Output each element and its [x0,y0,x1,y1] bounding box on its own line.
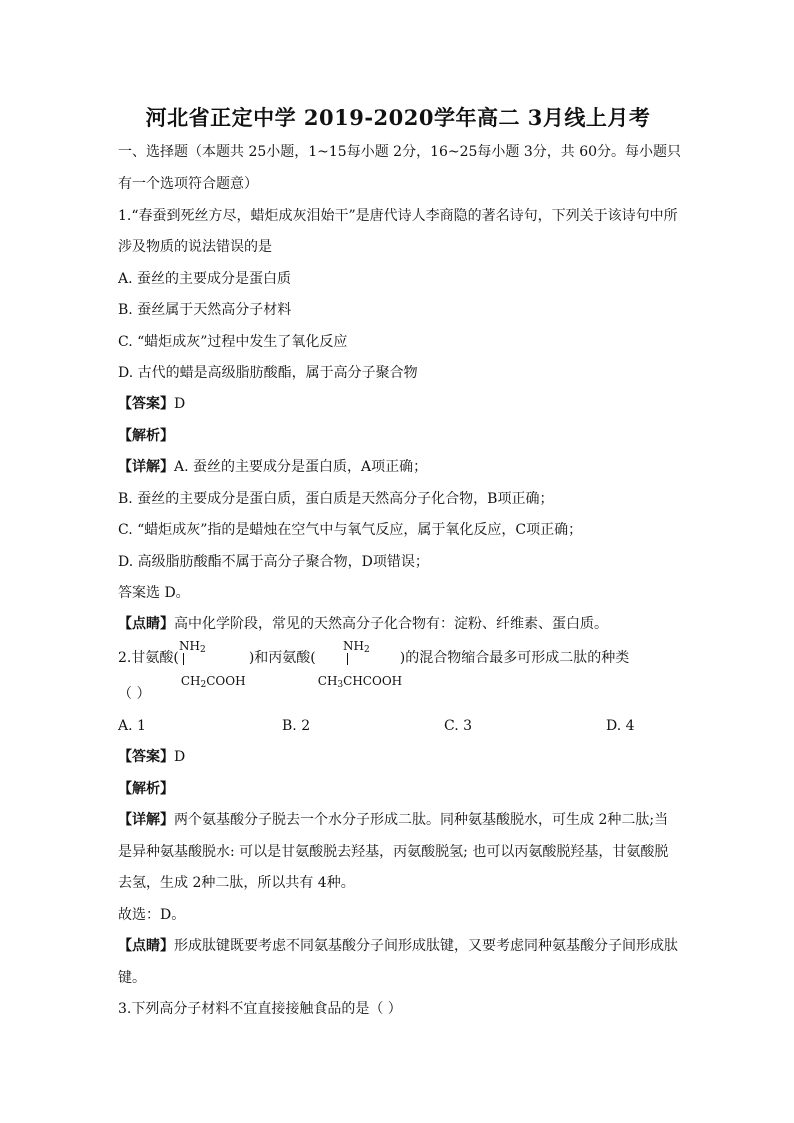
q2-tip-line1 [118,936,678,956]
tip-text: 形成肽键既要考虑不同氨基酸分子间形成肽键，又要考虑同种氨基酸分子间形成肽 [174,938,678,954]
q3-stem: 3.下列高分子材料不宜直接接触食品的是（ ） [118,1001,402,1017]
answer-label: 【答案】 [118,396,174,412]
q2-detail-line1 [118,810,668,830]
q1-conclusion: 答案选 D。 [118,585,190,601]
section-heading-line2: 有一个选项符合题意） [118,176,258,192]
alanine-formula-top: $NH_2$ [343,639,370,655]
detail-label: 【详解】 [118,812,174,828]
answer-value: D [174,396,186,412]
detail-text: A. 蚕丝的主要成分是蛋白质，A项正确； [174,459,428,475]
detail-text: 两个氨基酸分子脱去一个水分子形成二肽。同种氨基酸脱水，可生成 2种二肽;当 [174,812,669,828]
q2-options [118,716,678,736]
q1-analysis-label: 【解析】 [118,428,174,444]
q1-detail-line4: D. 高级脂肪酸酯不属于高分子聚合物，D项错误； [118,554,429,570]
q2-detail-line3: 去氢，生成 2种二肽，所以共有 4种。 [118,875,355,891]
q2-option-b: B. 2 [282,718,311,734]
section-heading-line1: 一、选择题（本题共 25小题，1~15每小题 2分，16~25每小题 3分，共 60分。每小题只 [118,144,682,160]
q2-tip-line2: 键。 [118,970,146,986]
q2-detail-line2: 是异种氨基酸脱水: 可以是甘氨酸脱去羟基，丙氨酸脱氢; 也可以丙氨酸脱羟基，甘氨酸脱 [118,844,669,860]
q2-option-c: C. 3 [444,718,473,734]
q1-stem-line2: 涉及物质的说法错误的是 [118,239,272,255]
q1-option-d: D. 古代的蜡是高级脂肪酸酯，属于高分子聚合物 [118,365,418,381]
glycine-formula-top: $NH_2$ [179,639,206,655]
glycine-formula-bottom: $CH_2COOH$ [180,674,246,690]
q1-answer [118,394,185,414]
tip-text: 高中化学阶段，常见的天然高分子化合物有：淀粉、纤维素、蛋白质。 [174,616,608,632]
answer-label: 【答案】 [118,749,174,765]
q1-tip [118,614,608,634]
q2-answer [118,747,185,767]
q2-stem: 2.甘氨酸( $CH_2COOH$ )和丙氨酸( $CH_3CHCOOH$ )的混合物缩合最多可形成二肽的种类 [118,650,630,690]
q1-detail-line1 [118,457,427,477]
alanine-formula-bottom: $CH_3CHCOOH$ [317,674,403,690]
tip-label: 【点睛】 [118,938,174,954]
q2-analysis-label: 【解析】 [118,781,174,797]
q2-option-d: D. 4 [606,718,635,734]
q1-option-b: B. 蚕丝属于天然高分子材料 [118,302,292,318]
q1-detail-line2: B. 蚕丝的主要成分是蛋白质，蛋白质是天然高分子化合物，B项正确； [118,491,554,507]
q2-conclusion: 故选：D。 [118,907,186,923]
q1-stem-line1: 1.“春蚕到死丝方尽，蜡炬成灰泪始干”是唐代诗人李商隐的著名诗句，下列关于该诗句中所 [118,208,678,224]
tip-label: 【点睛】 [118,616,174,632]
answer-value: D [174,749,186,765]
q1-detail-line3: C. “蜡炬成灰”指的是蜡烛在空气中与氧气反应，属于氧化反应，C项正确； [118,522,583,538]
q2-answer-paren: （ ） [118,686,151,702]
q1-option-c: C. “蜡炬成灰”过程中发生了氧化反应 [118,334,348,350]
q2-option-a: A. 1 [118,718,146,734]
detail-label: 【详解】 [118,459,174,475]
page-title: 河北省正定中学 2019-2020学年高二 3月线上月考 [145,105,651,130]
q1-option-a: A. 蚕丝的主要成分是蛋白质 [118,271,292,287]
